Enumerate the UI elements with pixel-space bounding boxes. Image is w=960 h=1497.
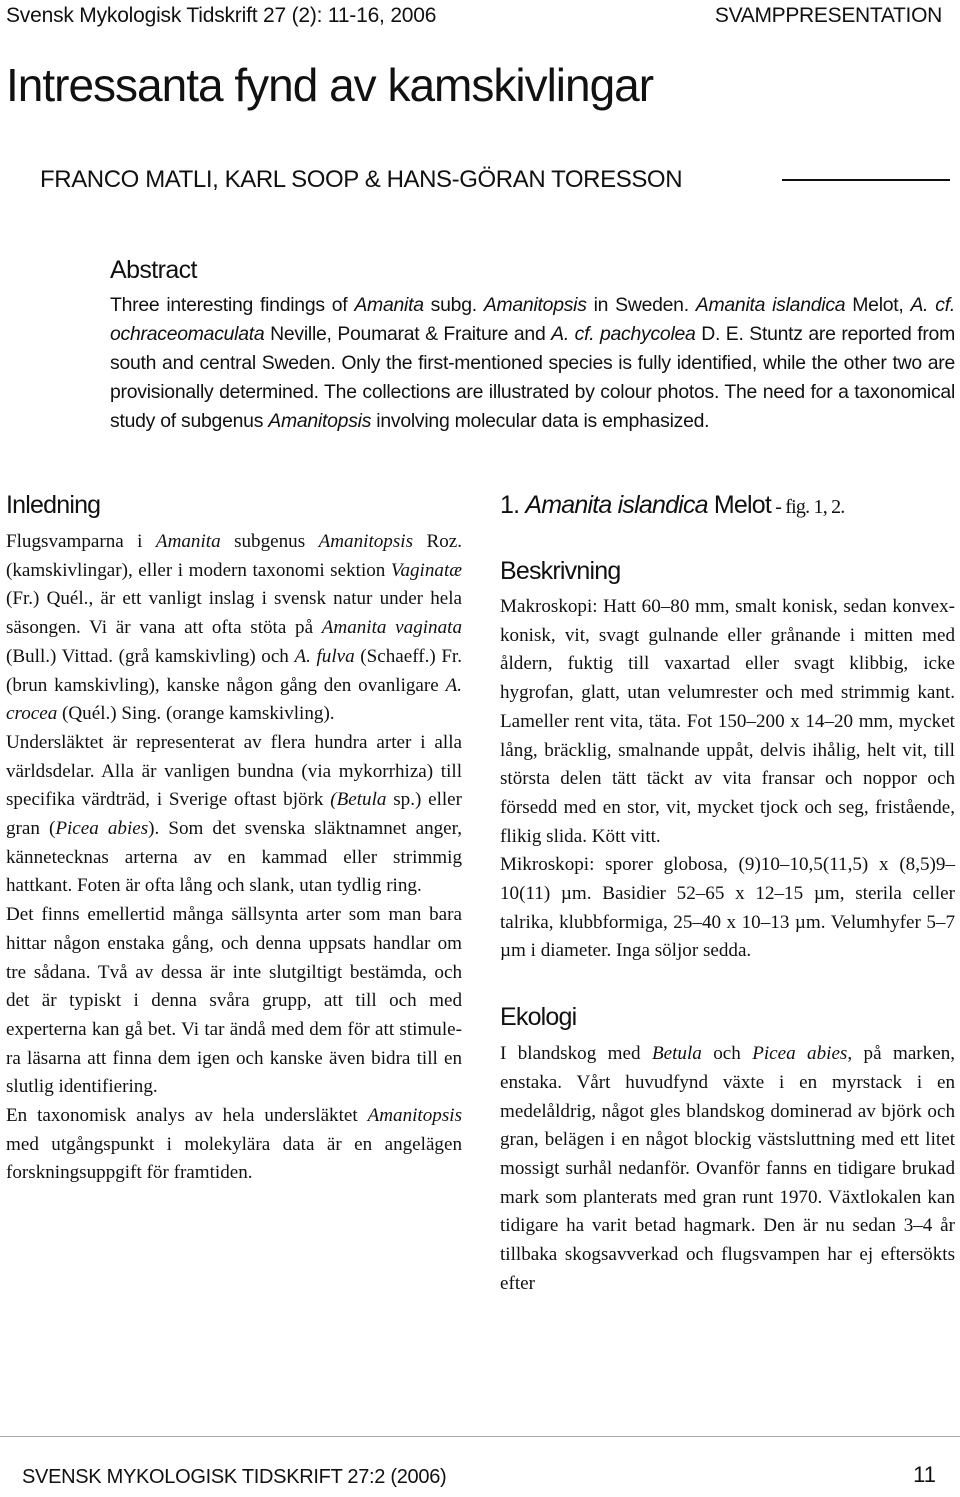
author-list: FRANCO MATLI, KARL SOOP & HANS-GÖRAN TORESSON	[40, 166, 683, 193]
footer-journal: SVENSK MYKOLOGISK TIDSKRIFT 27:2 (2006)	[22, 1466, 447, 1488]
inledning-paragraph-1: Flugsvamparna i Amanita subgenus Amanitopsis Roz. (kamskivlingar), eller i modern taxonomi sektion Vaginatæ (Fr.) Quél., är ett vanligt inslag i svensk natur under hela säsongen. Vi är vana att ofta stöta på Amanita vaginata (Bull.) Vittad. (grå kamskivling) och A. fulva (Schaeff.) Fr. (brun kamskivling), kanske någon gång den ovanligare A. crocea (Quél.) Sing. (orange kamskivling).	[6, 531, 463, 725]
right-column	[500, 488, 955, 1298]
footer-rule	[0, 1436, 960, 1437]
article-title: Intressanta fynd av kamskivlingar	[6, 59, 654, 111]
beskrivning-paragraph-2: Mikroskopi: sporer globosa, (9)10–10,5(11,5) x (8,5)9–10(11) µm. Basidier 52–65 x 12–15 µm, sterila celler talrika, klubbformiga, 25–40 x 10–13 µm. Velumhyfer 5–7 µm i diameter. Inga söljor sedda.	[500, 854, 955, 962]
ekologi-paragraph: I blandskog med Betula och Picea abies, på marken, enstaka. Vårt huvudfynd växte i en myrstack i en medelåldrig, något gles blandskog dominerad av björk och gran, belägen i en något blockig västsluttning med ett litet mossigt surhål nedanför. Ovanför fanns en tidigare brukad mark som planterats med gran runt 1970. Växtlokalen kan tidigare ha varit betad hagmark. Den är nu sedan 3–4 år tillbaka skogsavverkad och flugsvampen har ej eftersökts efter	[500, 1043, 956, 1294]
beskrivning-paragraph-1: Makroskopi: Hatt 60–80 mm, smalt konisk, sedan konvex-konisk, vit, svagt gulnande eller grånande i mitten med åldern, fuktig till vaxartad eller svagt klibbig, icke hygrofan, glatt, utan velumrester och med strimmig kant. Lameller rent vita, täta. Fot 150–200 x 14–20 mm, mycket lång, bräcklig, smalnande uppåt, delvis ihålig, helt vit, till största delen tätt täckt av vita fransar och noppor och försedd med en stor, vit, mycket tjock och seg, fristående, flikig slida. Kött vitt.	[500, 596, 955, 847]
ekologi-heading: Ekologi	[500, 1003, 577, 1032]
inledning-paragraph-3: Det finns emellertid många sällsynta arter som man bara hittar någon enstaka gång, och denna uppsats handlar om tre sådana. Två av dessa är inte slutgiltigt bestämda, och det är typiskt i denna svåra grupp, att till och med experterna kan gå bet. Vi tar ändå med dem för att stimulera läsarna att finna dem igen och kanske även bidra till en slutlig identifiering.	[6, 904, 462, 1098]
inledning-paragraph-2: Undersläktet är representerat av flera hundra arter i alla världsdelar. Alla är vanligen bundna (via mykorrhiza) till specifika värdträd, i Sverige oftast björk (Betula sp.) eller gran (Picea abies). Som det svenska släktnamnet anger, kännetecknas arterna av en kammad eller strimmig hattkant. Foten är ofta lång och slank, utan tydlig ring.	[6, 731, 463, 897]
section-label: SVAMPPRESENTATION	[714, 4, 942, 27]
beskrivning-heading: Beskrivning	[500, 557, 621, 585]
inledning-paragraph-4: En taxonomisk analys av hela undersläktet Amanitopsis med utgångspunkt i molekylära data är en angelägen forskningsuppgift för framtiden.	[6, 1105, 462, 1184]
species-heading: 1. Amanita islandica Melot - fig. 1, 2.	[500, 491, 845, 519]
abstract-text: Three interesting findings of Amanita subg. Amanitopsis in Sweden. Amanita islandica Melot, A. cf. ochraceomaculata Neville, Poumarat & Fraiture and A. cf. pachycolea D. E. Stuntz are reported from south and central Sweden. Only the first-mentioned species is fully identified, while the other two are provisionally determined. The collections are illustrated by colour photos. The need for a taxonomical study of subgenus Amanitopsis involving molecular data is emphasized.	[110, 294, 955, 432]
abstract-heading: Abstract	[110, 256, 197, 284]
inledning-heading: Inledning	[6, 491, 101, 519]
beskrivning-body	[500, 593, 955, 966]
ekologi-body	[500, 1040, 955, 1298]
journal-citation: Svensk Mykologisk Tidskrift 27 (2): 11-16, 2006	[6, 4, 437, 27]
page-number: 11	[913, 1462, 936, 1487]
figure-reference: - fig. 1, 2.	[771, 496, 845, 518]
inledning-body	[6, 528, 462, 1188]
author-rule	[782, 179, 950, 181]
abstract-section	[110, 255, 955, 436]
left-column	[6, 488, 462, 1188]
